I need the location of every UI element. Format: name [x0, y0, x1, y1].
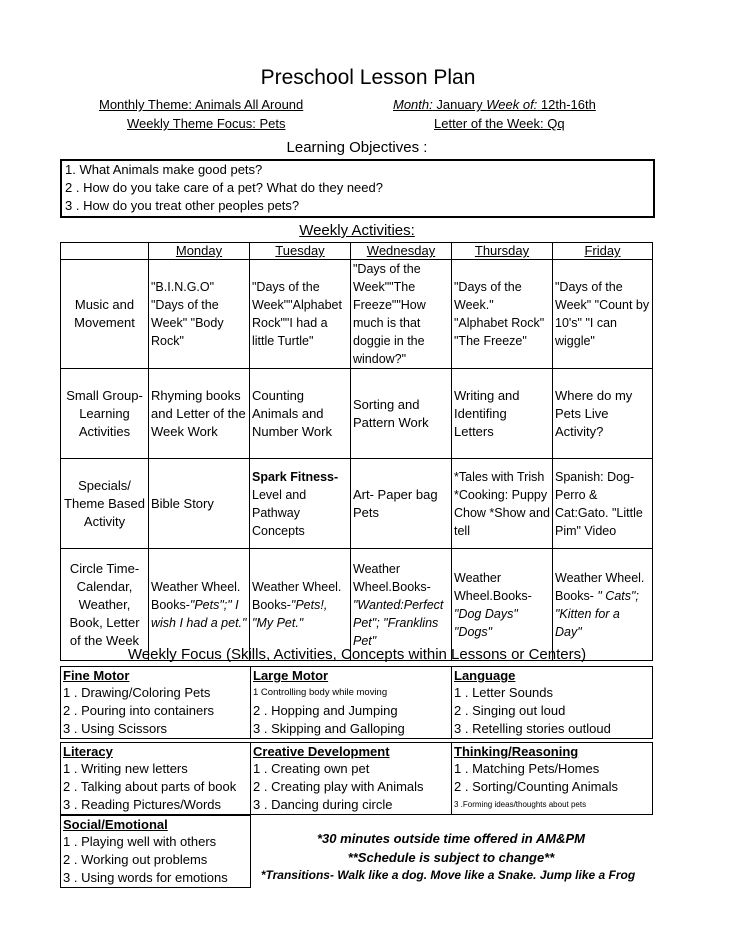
activity-text: Weather Wheel. Books- [252, 579, 342, 612]
focus-language [451, 666, 653, 739]
weekly-activities-title: Weekly Activities: [299, 222, 415, 239]
row-label: Circle Time-Calendar, Weather, Book, Letter of the Week [61, 549, 149, 661]
section-heading: Language [454, 668, 516, 683]
activity-cell: Art- Paper bag Pets [351, 459, 452, 549]
monthly-theme: Monthly Theme: Animals All Around [99, 97, 304, 112]
activity-text: Weather Wheel. Books- [555, 570, 645, 603]
note-schedule: **Schedule is subject to change** [347, 850, 555, 865]
month-label: Month: [393, 97, 433, 112]
activity-cell: "Days of the Week" "Count by 10's" "I can wiggle" [553, 260, 653, 369]
book-titles: "Wanted:Perfect Pet"; "Franklins Pet" [353, 597, 444, 648]
learning-objectives-box [60, 159, 655, 218]
activity-cell: Rhyming books and Letter of the Week Work [149, 369, 250, 459]
section-item: 3 . Skipping and Galloping [253, 721, 405, 736]
activity-cell: Bible Story [149, 459, 250, 549]
activity-cell: "Days of the Week." "Alphabet Rock" "The Freeze" [452, 260, 553, 369]
section-item: 1 . Writing new letters [63, 761, 188, 776]
activity-cell [452, 549, 553, 661]
note-transitions: *Transitions- Walk like a dog. Move like a Snake. Jump like a Frog [260, 868, 636, 882]
activity-text: Weather Wheel.Books- [454, 570, 532, 603]
section-heading: Thinking/Reasoning [454, 744, 579, 759]
section-item: 1 . Creating own pet [253, 761, 370, 776]
section-heading: Fine Motor [63, 668, 130, 683]
activity-cell [351, 549, 452, 661]
section-item: 3 .Forming ideas/thoughts about pets [454, 800, 587, 809]
letter-of-week: Letter of the Week: Qq [434, 116, 565, 131]
section-item: 1 . Matching Pets/Homes [454, 761, 600, 776]
activity-cell: *Tales with Trish *Cooking: Puppy Chow *Show and tell [452, 459, 553, 549]
activity-cell [250, 459, 351, 549]
section-item: 3 . Using Scissors [63, 721, 168, 736]
section-item: 3 . Retelling stories outloud [454, 721, 611, 736]
activity-cell: Where do my Pets Live Activity? [553, 369, 653, 459]
focus-large-motor [250, 666, 452, 739]
section-item: 1 . Letter Sounds [454, 685, 554, 700]
corner-cell [61, 243, 149, 260]
learning-objectives-title: Learning Objectives : [286, 139, 428, 156]
section-heading: Creative Development [253, 744, 390, 759]
section-item: 1 Controlling body while moving [253, 687, 388, 698]
page-title: Preschool Lesson Plan [260, 66, 476, 89]
objective-item: 2 . How do you take care of a pet? What do they need? [65, 180, 383, 195]
activity-cell: Counting Animals and Number Work [250, 369, 351, 459]
activity-cell [553, 549, 653, 661]
activity-cell: "B.I.N.G.O" "Days of the Week" "Body Rock" [149, 260, 250, 369]
section-heading: Literacy [63, 744, 113, 759]
activity-text: Level and Pathway Concepts [252, 487, 307, 538]
table-row [61, 459, 653, 549]
section-heading: Social/Emotional [63, 817, 168, 832]
activity-text: Weather Wheel.Books- [353, 561, 431, 594]
table-row [61, 369, 653, 459]
activity-cell: Writing and Identifing Letters [452, 369, 553, 459]
section-item: 2 . Singing out loud [454, 703, 566, 718]
objective-item: 3 . How do you treat other peoples pets? [65, 198, 300, 213]
section-item: 3 . Using words for emotions [63, 870, 228, 885]
activity-text: Weather Wheel. Books- [151, 579, 241, 612]
week-value: 12th-16th [537, 97, 596, 112]
focus-creative-development [250, 742, 452, 815]
activity-cell [250, 549, 351, 661]
note-outside-time: *30 minutes outside time offered in AM&PM [317, 831, 585, 846]
day-header: Monday [149, 243, 250, 260]
table-row [61, 260, 653, 369]
objective-item: 1. What Animals make good pets? [65, 162, 263, 177]
day-header: Tuesday [250, 243, 351, 260]
row-label: Specials/ Theme Based Activity [61, 459, 149, 549]
week-label: Week of: [486, 97, 538, 112]
section-item: 2 . Hopping and Jumping [253, 703, 398, 718]
month-value: January [432, 97, 487, 112]
section-item: 2 . Talking about parts of book [63, 779, 237, 794]
weekly-theme-focus: Weekly Theme Focus: Pets [127, 116, 286, 131]
focus-social-emotional [60, 815, 251, 888]
book-titles: "Pets";" I wish I had a pet." [151, 597, 247, 630]
book-titles: "Dog Days" "Dogs" [454, 606, 518, 639]
weekly-activities-table [60, 242, 653, 661]
focus-fine-motor [60, 666, 251, 739]
section-item: 1 . Drawing/Coloring Pets [63, 685, 211, 700]
section-item: 3 . Reading Pictures/Words [63, 797, 221, 812]
section-item: 1 . Playing well with others [63, 834, 217, 849]
row-label: Small Group-Learning Activities [61, 369, 149, 459]
book-titles: " Cats"; "Kitten for a Day" [555, 588, 639, 639]
weekly-focus-title: Weekly Focus (Skills, Activities, Concepts within Lessons or Centers) [127, 646, 587, 663]
section-heading: Large Motor [253, 668, 329, 683]
focus-literacy [60, 742, 251, 815]
row-label: Music and Movement [61, 260, 149, 369]
section-item: 3 . Dancing during circle [253, 797, 393, 812]
activity-cell: "Days of the Week""Alphabet Rock""I had a little Turtle" [250, 260, 351, 369]
day-header: Friday [553, 243, 653, 260]
day-header: Wednesday [351, 243, 452, 260]
book-titles: "Pets!, "My Pet." [252, 597, 328, 630]
activity-cell: Spanish: Dog-Perro & Cat:Gato. "Little Pim" Video [553, 459, 653, 549]
section-item: 2 . Pouring into containers [63, 703, 215, 718]
table-header-row [61, 243, 653, 260]
day-header: Thursday [452, 243, 553, 260]
section-item: 2 . Creating play with Animals [253, 779, 424, 794]
activity-cell: Sorting and Pattern Work [351, 369, 452, 459]
activity-cell: "Days of the Week""The Freeze""How much is that doggie in the window?" [351, 260, 452, 369]
activity-cell [149, 549, 250, 661]
section-item: 2 . Working out problems [63, 852, 208, 867]
table-row [61, 549, 653, 661]
month-week-line [393, 97, 596, 112]
focus-thinking-reasoning [451, 742, 653, 815]
section-item: 2 . Sorting/Counting Animals [454, 779, 619, 794]
spark-fitness-label: Spark Fitness- [252, 469, 339, 484]
